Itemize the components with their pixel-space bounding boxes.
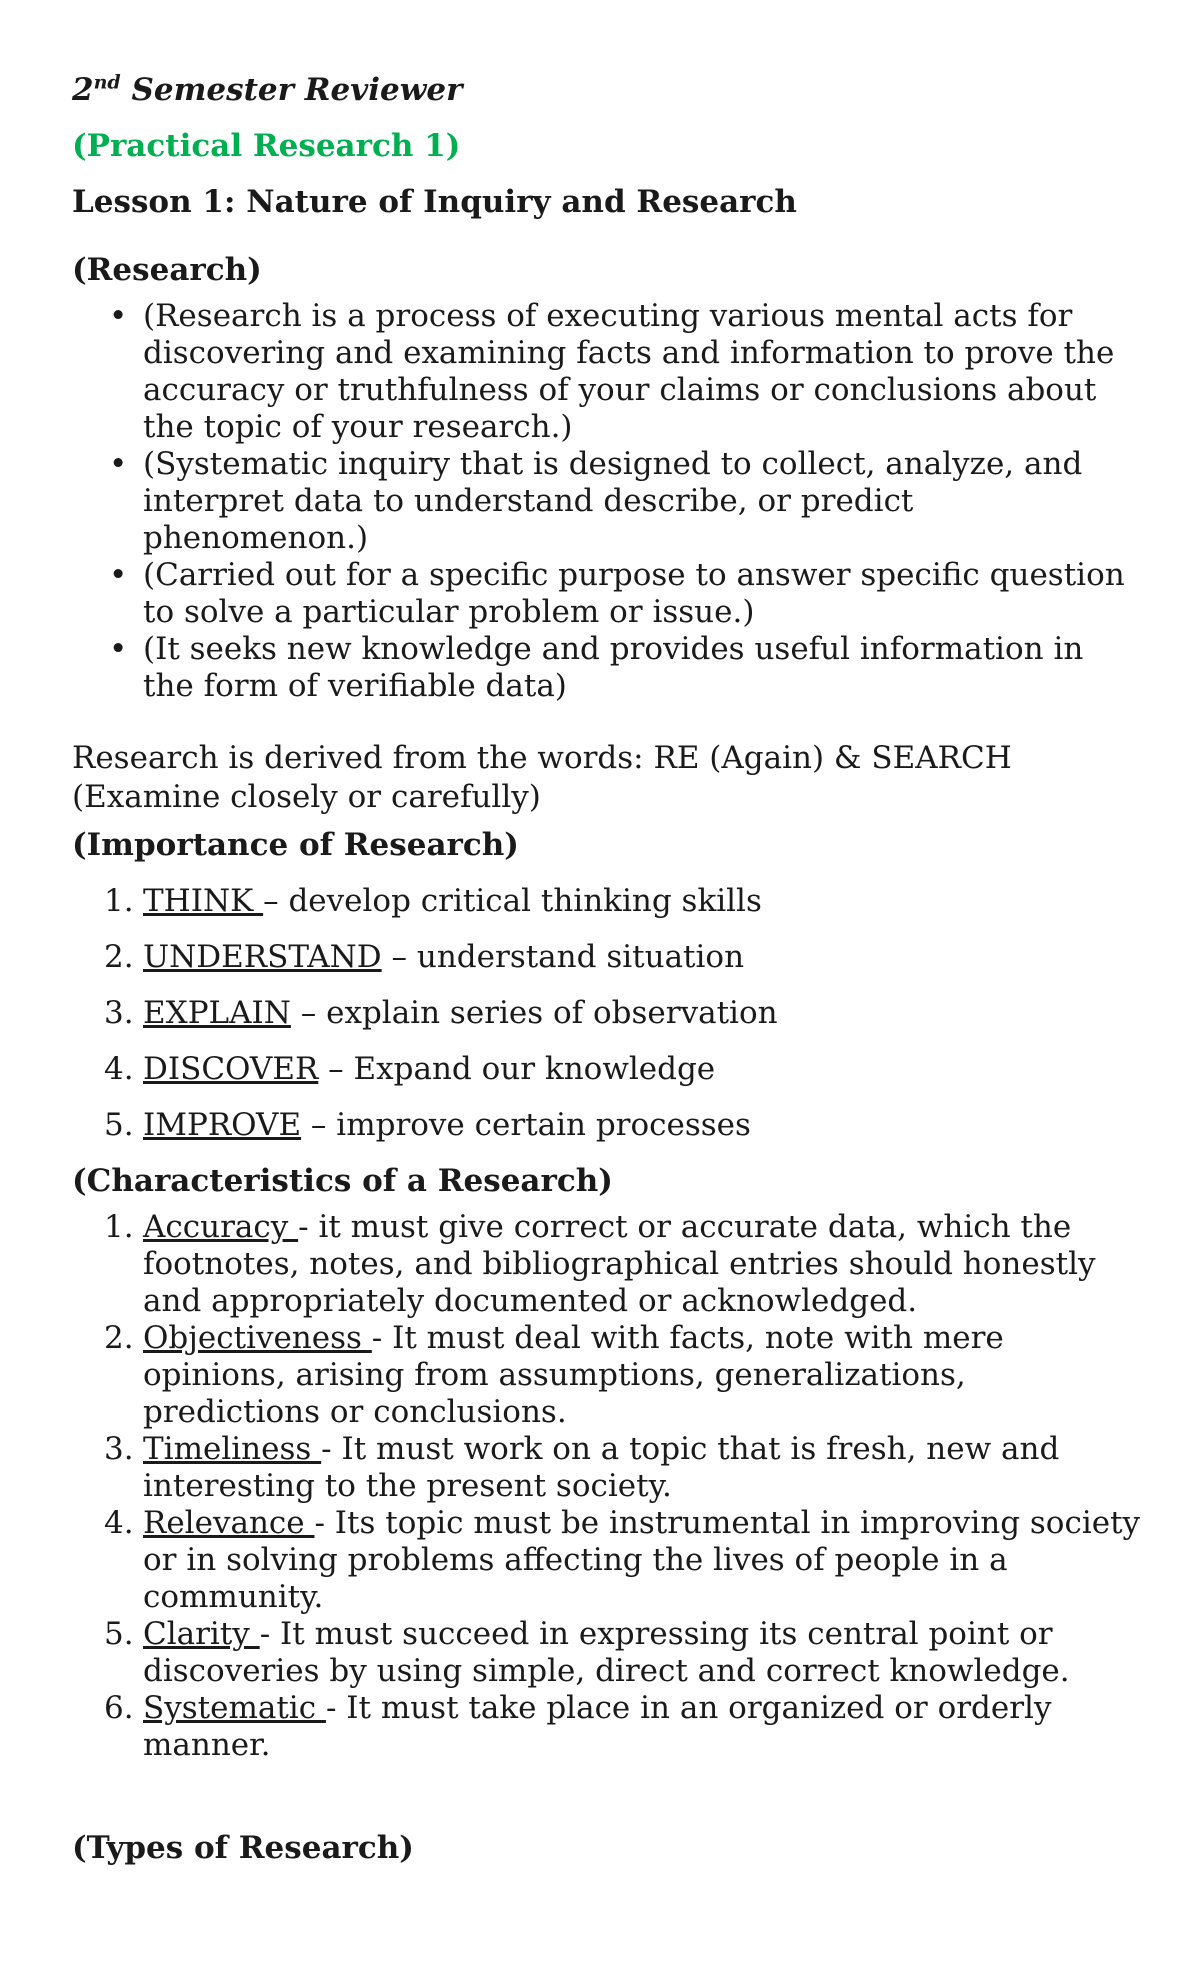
item-description: – explain series of observation xyxy=(290,995,778,1031)
item-term: DISCOVER xyxy=(143,1051,319,1087)
item-description: - It must take place in an organized or orderly manner. xyxy=(143,1690,1052,1763)
item-term: Timeliness xyxy=(143,1431,322,1467)
item-description: – understand situation xyxy=(381,939,745,975)
types-heading: (Types of Research) xyxy=(72,1830,414,1866)
list-item xyxy=(72,298,1142,446)
characteristics-list xyxy=(72,1209,1142,1764)
bullet-icon: • xyxy=(109,298,128,334)
item-number: 5. xyxy=(104,1616,134,1652)
list-item xyxy=(72,873,1142,929)
list-item xyxy=(72,1320,1142,1431)
list-item xyxy=(72,1505,1142,1616)
lesson-heading: Lesson 1: Nature of Inquiry and Research xyxy=(72,184,797,220)
bullet-text: (Research is a process of executing various mental acts for discovering and examining facts and information to prove the accuracy or truthfulness of your claims or conclusions about the topic of your research.) xyxy=(143,298,1115,445)
list-item xyxy=(72,1690,1142,1764)
item-number: 1. xyxy=(104,1209,134,1245)
bullet-text: (It seeks new knowledge and provides useful information in the form of verifiable data) xyxy=(143,631,1084,704)
document-page xyxy=(72,62,1142,1876)
title-superscript: nd xyxy=(93,71,121,94)
item-term: Accuracy xyxy=(143,1209,299,1245)
list-item xyxy=(72,1097,1142,1153)
item-term: EXPLAIN xyxy=(143,995,291,1031)
item-number: 6. xyxy=(104,1690,134,1726)
list-item xyxy=(72,631,1142,705)
item-term: UNDERSTAND xyxy=(143,939,382,975)
bullet-icon: • xyxy=(109,557,128,593)
title-prefix: 2 xyxy=(72,72,94,108)
item-term: Relevance xyxy=(143,1505,315,1541)
item-number: 2. xyxy=(104,1320,134,1356)
item-number: 4. xyxy=(104,1051,134,1087)
list-item xyxy=(72,446,1142,557)
document-title xyxy=(72,62,1142,118)
item-term: Objectiveness xyxy=(143,1320,372,1356)
bullet-icon: • xyxy=(109,446,128,482)
item-description: - Its topic must be instrumental in improving society or in solving problems affecting the lives of people in a community. xyxy=(143,1505,1141,1615)
item-number: 5. xyxy=(104,1107,134,1143)
item-number: 4. xyxy=(104,1505,134,1541)
characteristics-heading: (Characteristics of a Research) xyxy=(72,1163,613,1199)
list-item xyxy=(72,1431,1142,1505)
bullet-text: (Systematic inquiry that is designed to collect, analyze, and interpret data to understand describe, or predict phenomenon.) xyxy=(143,446,1083,556)
list-item xyxy=(72,557,1142,631)
importance-heading: (Importance of Research) xyxy=(72,827,519,863)
item-description: – develop critical thinking skills xyxy=(263,883,762,919)
list-item xyxy=(72,1209,1142,1320)
bullet-text: (Carried out for a specific purpose to answer specific question to solve a particular problem or issue.) xyxy=(143,557,1125,630)
item-description: - it must give correct or accurate data, which the footnotes, notes, and bibliographical entries should honestly and appropriately documented or acknowledged. xyxy=(143,1209,1096,1319)
item-number: 3. xyxy=(104,995,134,1031)
research-bullet-list xyxy=(72,298,1142,705)
item-description: - It must work on a topic that is fresh, new and interesting to the present society. xyxy=(143,1431,1060,1504)
title-rest: Semester Reviewer xyxy=(120,72,463,108)
derivation-paragraph: Research is derived from the words: RE (Again) & SEARCH (Examine closely or carefully) xyxy=(72,740,1012,815)
bullet-icon: • xyxy=(109,631,128,667)
item-term: Clarity xyxy=(143,1616,260,1652)
importance-list xyxy=(72,873,1142,1153)
list-item xyxy=(72,1616,1142,1690)
item-number: 2. xyxy=(104,939,134,975)
item-number: 1. xyxy=(104,883,134,919)
list-item xyxy=(72,929,1142,985)
item-description: - It must deal with facts, note with mere opinions, arising from assumptions, generalizations, predictions or conclusions. xyxy=(143,1320,1004,1430)
list-item xyxy=(72,985,1142,1041)
list-item xyxy=(72,1041,1142,1097)
item-description: – improve certain processes xyxy=(301,1107,751,1143)
item-description: – Expand our knowledge xyxy=(318,1051,716,1087)
document-subtitle: (Practical Research 1) xyxy=(72,128,461,164)
item-term: IMPROVE xyxy=(143,1107,302,1143)
item-description: - It must succeed in expressing its central point or discoveries by using simple, direct and correct knowledge. xyxy=(143,1616,1070,1689)
research-heading: (Research) xyxy=(72,252,262,288)
item-number: 3. xyxy=(104,1431,134,1467)
item-term: Systematic xyxy=(143,1690,326,1726)
item-term: THINK xyxy=(143,883,264,919)
